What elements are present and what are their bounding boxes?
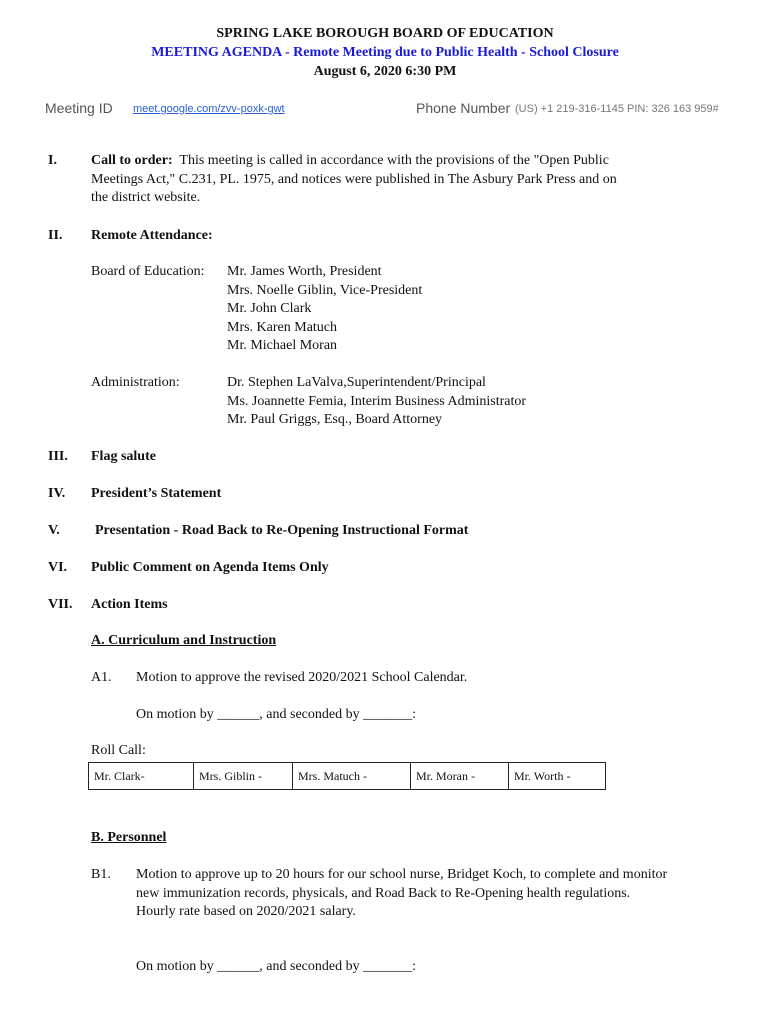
item-a1-text: Motion to approve the revised 2020/2021 School Calendar. xyxy=(136,670,468,685)
item-b1-text-line: Motion to approve up to 20 hours for our school nurse, Bridget Koch, to complete and monitor xyxy=(136,867,668,882)
meeting-date: August 6, 2020 6:30 PM xyxy=(313,64,457,79)
agenda-subtitle: MEETING AGENDA - Remote Meeting due to Public Health - School Closure xyxy=(151,45,619,60)
call-to-order-heading: Call to order: xyxy=(91,153,173,168)
item-b1-text-line: Hourly rate based on 2020/2021 salary. xyxy=(136,904,356,919)
item-number-iii: III. xyxy=(48,449,68,464)
roll-call-cell: Mr. Worth - xyxy=(509,763,606,790)
phone-number-value: (US) +1 219-316-1145 PIN: 326 163 959# xyxy=(515,103,719,115)
roll-call-table xyxy=(88,762,606,790)
section-a-heading: A. Curriculum and Instruction xyxy=(91,633,277,648)
item-a1-motion: On motion by ______, and seconded by _______: xyxy=(136,707,416,722)
document-title: SPRING LAKE BOROUGH BOARD OF EDUCATION xyxy=(216,26,554,41)
item-number-iv: IV. xyxy=(48,486,66,501)
item-b1-text xyxy=(136,866,667,922)
administrator: Mr. Paul Griggs, Esq., Board Attorney xyxy=(227,412,443,427)
item-number-vii: VII. xyxy=(48,597,73,612)
board-member: Mr. James Worth, President xyxy=(227,264,382,279)
item-number-v: V. xyxy=(48,523,60,538)
call-to-order-text-1: This meeting is called in accordance with the provisions of the "Open Public xyxy=(179,153,609,168)
board-member: Mrs. Karen Matuch xyxy=(227,319,338,335)
board-member: Mr. John Clark xyxy=(227,301,312,316)
table-row xyxy=(89,763,606,790)
roll-call-cell: Mrs. Giblin - xyxy=(194,763,293,790)
action-items-heading: Action Items xyxy=(91,597,168,612)
meeting-link[interactable]: meet.google.com/zvv-poxk-gwt xyxy=(133,103,285,115)
board-member-list xyxy=(227,263,422,356)
roll-call-cell: Mr. Moran - xyxy=(411,763,509,790)
roll-call-cell: Mr. Clark- xyxy=(89,763,194,790)
item-a1-number: A1. xyxy=(91,670,112,685)
administration-list xyxy=(227,374,526,430)
administrator: Dr. Stephen LaValva,Superintendent/Principal xyxy=(227,375,486,390)
administration-label: Administration: xyxy=(91,375,180,390)
remote-attendance-heading: Remote Attendance: xyxy=(91,228,213,243)
call-to-order-text-3: the district website. xyxy=(91,190,201,205)
call-to-order xyxy=(91,152,617,208)
board-member: Mr. Michael Moran xyxy=(227,338,338,353)
administrator: Ms. Joannette Femia, Interim Business Administrator xyxy=(227,393,527,409)
flag-salute-heading: Flag salute xyxy=(91,449,156,464)
item-b1-text-line: new immunization records, physicals, and Road Back to Re-Opening health regulations. xyxy=(136,885,631,901)
phone-number-label: Phone Number xyxy=(416,100,511,116)
item-number-i: I. xyxy=(48,153,57,168)
board-member: Mrs. Noelle Giblin, Vice-President xyxy=(227,282,423,298)
item-number-ii: II. xyxy=(48,228,63,243)
item-b1-number: B1. xyxy=(91,867,111,882)
item-number-vi: VI. xyxy=(48,560,68,575)
meeting-id-label: Meeting ID xyxy=(45,100,113,116)
roll-call-label: Roll Call: xyxy=(91,743,146,758)
public-comment-heading: Public Comment on Agenda Items Only xyxy=(91,560,329,575)
roll-call-cell: Mrs. Matuch - xyxy=(293,763,411,790)
board-label: Board of Education: xyxy=(91,264,205,279)
presidents-statement-heading: President’s Statement xyxy=(91,486,222,501)
presentation-heading: Presentation - Road Back to Re-Opening Instructional Format xyxy=(95,523,469,538)
call-to-order-text-2: Meetings Act," C.231, PL. 1975, and notices were published in The Asbury Park Press and on xyxy=(91,171,617,187)
section-b-heading: B. Personnel xyxy=(91,830,167,845)
item-b1-motion: On motion by ______, and seconded by _______: xyxy=(136,959,416,974)
